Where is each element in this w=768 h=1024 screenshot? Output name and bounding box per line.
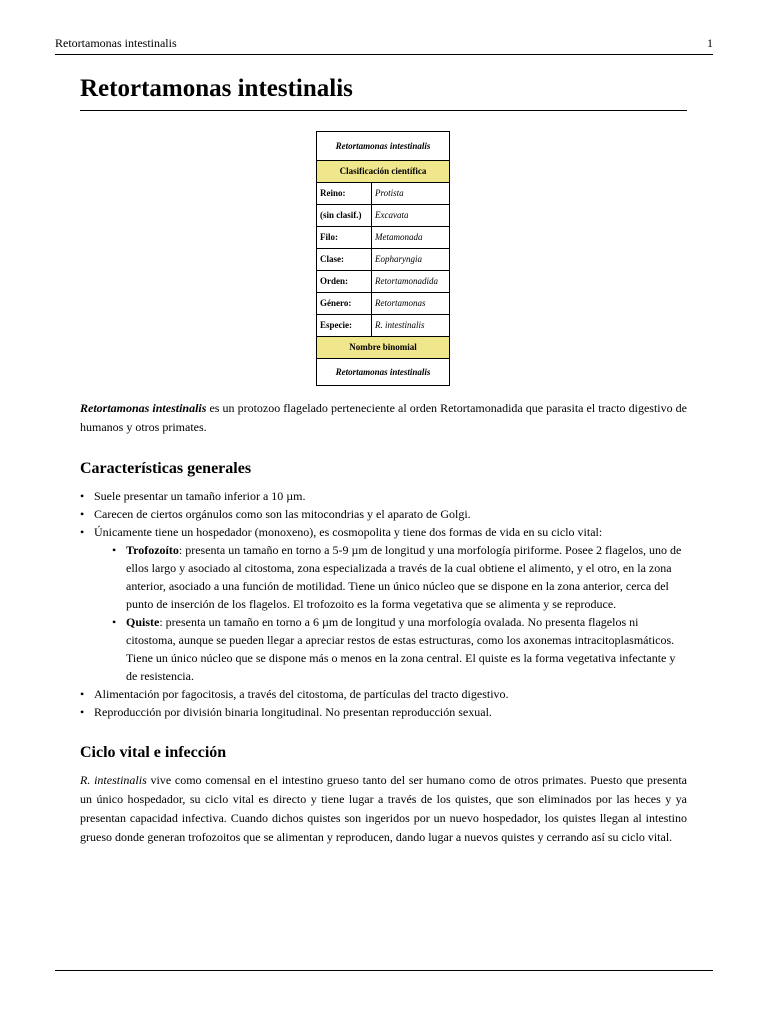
taxobox-key: Reino:: [317, 183, 372, 205]
section-heading-life-cycle: Ciclo vital e infección: [80, 744, 227, 761]
taxobox-classification-heading: Clasificación científica: [317, 161, 450, 183]
section-heading-characteristics: Características generales: [80, 460, 252, 477]
list-item: [80, 523, 687, 685]
list-item-text: Únicamente tiene un hospedador (monoxeno), es cosmopolita y tiene dos formas de vida en su ciclo vital:: [94, 525, 603, 539]
taxobox-value[interactable]: Eopharyngia: [372, 249, 450, 271]
page-number: 1: [707, 36, 713, 50]
life-form-text: : presenta un tamaño en torno a 5-9 µm de longitud y una morfología piriforme. Posee 2 flagelos, uno de ellos largo y asociado al citostoma, zona especializada a través de la cual obtiene el alimento, y el otro, en la zona anterior, asociado a una función de motilidad. Tiene un único núcleo que se dispone en la zona anterior, cerca del punto de inserción de los flagelos. El trofozoito es la forma vegetativa que se alimenta y se reproduce.: [126, 543, 682, 611]
taxobox-row: [317, 271, 450, 293]
taxobox-binomial-heading: Nombre binomial: [317, 337, 450, 359]
taxobox-value[interactable]: Retortamonas: [372, 293, 450, 315]
life-form-item: [112, 541, 687, 613]
life-form-text: : presenta un tamaño en torno a 6 µm de longitud y una morfología ovalada. No presenta flagelos ni citostoma, aunque se pueden llegar a apreciar restos de estas estructuras, como los axonemas intracitoplasmáticos. Tiene un único núcleo que se dispone más o menos en la zona central. El quiste es la forma vegetativa infectante y de resistencia.: [126, 615, 676, 683]
taxobox-row: [317, 183, 450, 205]
list-item: • Reproducción por división binaria longitudinal. No presentan reproducción sexual.: [80, 703, 687, 721]
intro-text: es un protozoo flagelado perteneciente al orden Retortamonadida que parasita el tracto digestivo de humanos y otros primates.: [80, 401, 687, 434]
running-header-title: Retortamonas intestinalis: [55, 36, 177, 50]
taxobox-key: Filo:: [317, 227, 372, 249]
taxobox-value[interactable]: R. intestinalis: [372, 315, 450, 337]
taxobox-row: [317, 293, 450, 315]
taxobox-row: [317, 227, 450, 249]
life-form-item: [112, 613, 687, 685]
taxobox-value[interactable]: Retortamonadida: [372, 271, 450, 293]
list-item: • Carecen de ciertos orgánulos como son las mitocondrias y el aparato de Golgi.: [80, 505, 687, 523]
taxobox-name: Retortamonas intestinalis: [317, 132, 450, 161]
characteristics-list: [80, 487, 687, 721]
taxobox-key: (sin clasif.): [317, 205, 372, 227]
life-cycle-text: vive como comensal en el intestino grueso tanto del ser humano como de otros primates. Puesto que presenta un único hospedador, su ciclo vital es directo y tiene lugar a través de los quistes, que son eliminados por las heces y ya presentan capacidad infectiva. Cuando dichos quistes son ingeridos por un nuevo hospedador, los quistes llegan al intestino grueso donde generan trofozoitos que se alimentan y reproducen, dando lugar a nuevos quistes y cerrando así su ciclo vital.: [80, 773, 688, 844]
running-header: [55, 36, 713, 55]
intro-paragraph: [80, 399, 687, 437]
footer-rule: [55, 970, 713, 971]
life-cycle-paragraph: [80, 771, 687, 847]
intro-term: Retortamonas intestinalis: [80, 401, 207, 415]
life-cycle-term: R. intestinalis: [80, 773, 147, 787]
page-title: Retortamonas intestinalis: [80, 70, 687, 111]
taxobox-value[interactable]: Metamonada: [372, 227, 450, 249]
article-content: [80, 70, 687, 847]
taxobox-value[interactable]: Excavata: [372, 205, 450, 227]
taxobox-row: [317, 315, 450, 337]
taxobox-key: Orden:: [317, 271, 372, 293]
taxobox-key: Género:: [317, 293, 372, 315]
life-form-term: Trofozoíto: [126, 543, 179, 557]
list-item: • Alimentación por fagocitosis, a través del citostoma, de partículas del tracto digestivo.: [80, 685, 687, 703]
list-item: • Suele presentar un tamaño inferior a 10 µm.: [80, 487, 687, 505]
taxobox-row: [317, 205, 450, 227]
taxobox-key: Clase:: [317, 249, 372, 271]
taxobox-binomial: Retortamonas intestinalis: [317, 359, 450, 386]
life-form-term: Quiste: [126, 615, 160, 629]
taxobox-value[interactable]: Protista: [372, 183, 450, 205]
taxobox: [316, 131, 450, 386]
life-forms-list: [112, 541, 687, 685]
taxobox-key: Especie:: [317, 315, 372, 337]
taxobox-row: [317, 249, 450, 271]
